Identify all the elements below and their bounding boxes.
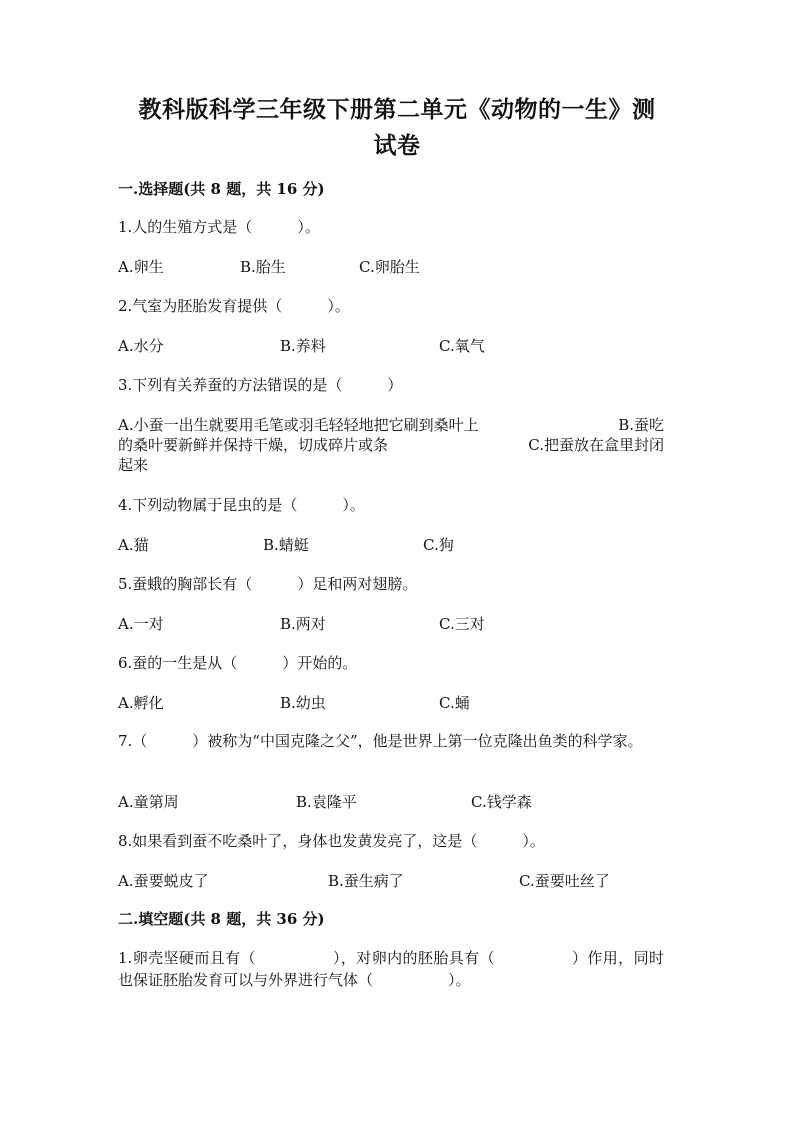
- question-stem: 3.下列有关养蚕的方法错误的是（ ）: [118, 376, 403, 394]
- option-c: C.狗: [423, 536, 454, 554]
- option-b: B.蜻蜓: [263, 536, 309, 554]
- option-b: B.蚕生病了: [328, 872, 404, 890]
- option-c: C.把蚕放在盒里封闭: [528, 436, 664, 454]
- option-a: A.童第周: [118, 793, 179, 811]
- option-c: C.蚕要吐丝了: [519, 872, 610, 890]
- option-a: A.小蚕一出生就要用毛笔或羽毛轻轻地把它刷到桑叶上: [118, 416, 479, 434]
- question-stem: 5.蚕蛾的胸部长有（ ）足和两对翅膀。: [118, 575, 418, 593]
- option-c: C.氧气: [439, 337, 485, 355]
- option-b: B.幼虫: [280, 694, 326, 712]
- page-title: [118, 92, 676, 164]
- title-line-2: 试卷: [373, 132, 421, 159]
- section-heading-choice: 一.选择题(共 8 题，共 16 分): [118, 180, 325, 198]
- question-stem: 2.气室为胚胎发育提供（ ）。: [118, 297, 350, 315]
- question-stem: 1.人的生殖方式是（ ）。: [118, 218, 320, 236]
- question-stem: 4.下列动物属于昆虫的是（ ）。: [118, 496, 365, 514]
- option-b: B.胎生: [240, 258, 286, 276]
- option-b-continued: 的桑叶要新鲜并保持干燥，切成碎片或条: [118, 436, 389, 454]
- question-stem: 8.如果看到蚕不吃桑叶了，身体也发黄发亮了，这是（ ）。: [118, 832, 545, 850]
- option-c-continued: 起来: [118, 456, 149, 474]
- option-a: A.蚕要蜕皮了: [118, 872, 209, 890]
- option-c: C.卵胎生: [359, 258, 420, 276]
- option-a: A.猫: [118, 536, 149, 554]
- option-c: C.钱学森: [471, 793, 532, 811]
- fill-question-stem: 1.卵壳坚硬而且有（ ），对卵内的胚胎具有（ ）作用，同时也保证胚胎发育可以与外界进行气体（ ）。: [118, 949, 664, 989]
- section-heading-fill: 二.填空题(共 8 题，共 36 分): [118, 910, 325, 928]
- question-stem: 7.（ ）被称为“中国克隆之父”，他是世界上第一位克隆出鱼类的科学家。: [118, 732, 643, 750]
- option-a: A.水分: [118, 337, 164, 355]
- option-c: C.三对: [439, 615, 485, 633]
- option-a: A.卵生: [118, 258, 164, 276]
- option-b: B.两对: [280, 615, 326, 633]
- option-b: B.袁隆平: [296, 793, 357, 811]
- question-stem: 6.蚕的一生是从（ ）开始的。: [118, 654, 358, 672]
- long-options-block: [118, 415, 664, 477]
- option-c: C.蛹: [439, 694, 470, 712]
- option-a: A.一对: [118, 615, 164, 633]
- option-b: B.养料: [280, 337, 326, 355]
- option-b: B.蚕吃: [618, 416, 664, 434]
- title-line-1: 教科版科学三年级下册第二单元《动物的一生》测: [138, 96, 656, 123]
- option-a: A.孵化: [118, 694, 164, 712]
